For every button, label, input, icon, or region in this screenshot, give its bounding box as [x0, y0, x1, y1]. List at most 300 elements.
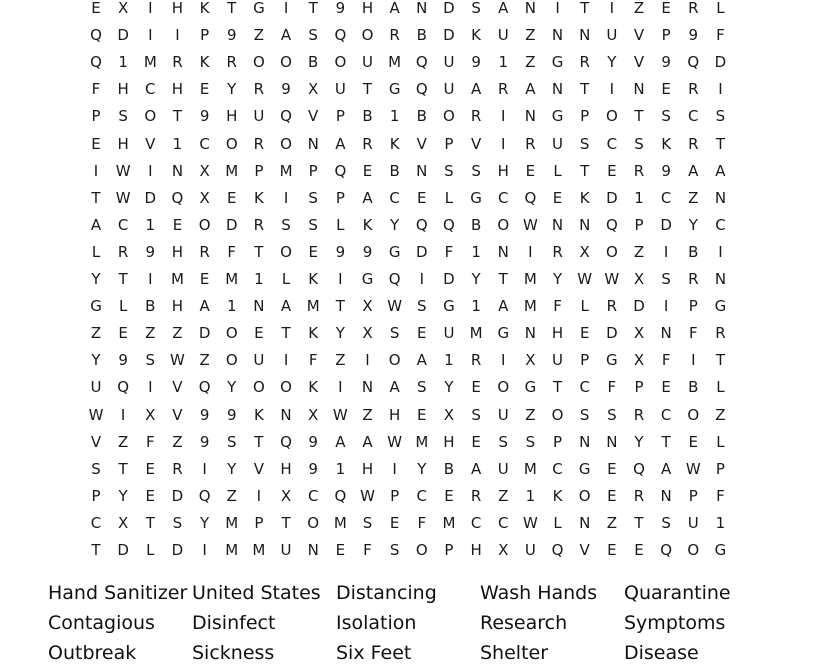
grid-letter: D — [443, 270, 455, 288]
grid-letter: I — [93, 161, 99, 180]
grid-letter: N — [660, 324, 672, 343]
grid-letter: U — [497, 459, 509, 478]
grid-letter: O — [497, 215, 510, 234]
grid-letter: T — [91, 188, 101, 207]
grid-letter: K — [579, 188, 590, 207]
grid-letter: T — [552, 378, 563, 397]
grid-letter: E — [417, 405, 427, 424]
grid-letter: N — [280, 405, 292, 424]
grid-letter: A — [688, 161, 699, 180]
grid-letter: W — [522, 215, 538, 234]
grid-letter: A — [199, 297, 210, 316]
word-list-item: Contagious — [48, 612, 155, 634]
grid-letter: Y — [227, 459, 237, 478]
grid-letter: A — [335, 134, 346, 153]
grid-letter: U — [253, 351, 265, 370]
word-list-item: Research — [480, 612, 568, 634]
grid-letter: 9 — [362, 242, 373, 261]
grid-letter: P — [444, 541, 454, 559]
grid-letter: E — [607, 459, 617, 478]
grid-letter: I — [148, 161, 153, 180]
grid-letter: S — [308, 26, 318, 45]
grid-letter: F — [227, 242, 237, 261]
grid-letter: A — [280, 26, 292, 45]
grid-letter: T — [281, 513, 291, 532]
grid-letter: R — [688, 80, 699, 99]
grid-letter: F — [553, 297, 562, 316]
grid-letter: B — [443, 459, 455, 478]
grid-letter: C — [389, 188, 400, 207]
grid-letter: I — [555, 0, 560, 17]
grid-letter: P — [688, 486, 698, 505]
grid-letter: I — [691, 351, 696, 370]
grid-letter: N — [524, 0, 536, 17]
grid-letter: Z — [172, 324, 183, 343]
grid-letter: X — [199, 188, 210, 207]
grid-letter: W — [387, 432, 403, 451]
grid-letter: P — [308, 161, 318, 180]
grid-letter: T — [580, 0, 590, 17]
grid-letter: S — [308, 188, 318, 207]
grid-letter: 1 — [145, 215, 156, 234]
grid-letter: W — [115, 161, 131, 180]
grid-letter: I — [501, 351, 506, 370]
grid-letter: F — [444, 242, 454, 261]
grid-letter: E — [607, 541, 617, 559]
grid-letter: R — [470, 107, 482, 126]
grid-letter: W — [115, 188, 131, 207]
grid-letter: 9 — [335, 0, 346, 17]
grid-letter: 1 — [498, 53, 509, 72]
grid-letter: N — [416, 0, 428, 17]
grid-letter: X — [525, 351, 536, 370]
grid-letter: L — [444, 188, 454, 207]
grid-letter: C — [688, 107, 699, 126]
grid-letter: N — [253, 297, 265, 316]
grid-letter: S — [362, 513, 373, 532]
grid-letter: U — [362, 53, 373, 72]
grid-letter: O — [551, 405, 564, 424]
grid-letter: O — [225, 134, 238, 153]
grid-letter: S — [389, 324, 400, 343]
grid-letter: I — [392, 459, 397, 478]
grid-letter: C — [715, 215, 726, 234]
grid-letter: A — [90, 215, 102, 234]
grid-letter: E — [417, 188, 427, 207]
grid-letter: K — [308, 324, 319, 343]
grid-letter: 9 — [226, 26, 237, 45]
grid-letter: M — [523, 270, 537, 288]
grid-letter: U — [280, 541, 292, 559]
grid-letter: H — [443, 432, 455, 451]
grid-letter: C — [498, 188, 509, 207]
grid-letter: M — [225, 541, 239, 559]
grid-letter: E — [607, 161, 617, 180]
grid-letter: Q — [334, 486, 347, 505]
grid-letter: A — [280, 297, 292, 316]
grid-letter: X — [633, 270, 645, 288]
grid-letter: H — [171, 80, 184, 99]
grid-letter: N — [497, 242, 509, 261]
grid-letter: X — [145, 405, 156, 424]
grid-letter: K — [199, 53, 210, 72]
grid-letter: E — [661, 378, 671, 397]
grid-letter: X — [498, 541, 509, 559]
grid-letter: T — [254, 432, 264, 451]
grid-letter: U — [497, 405, 509, 424]
grid-letter: I — [718, 242, 723, 261]
grid-letter: X — [280, 486, 292, 505]
grid-letter: T — [661, 432, 671, 451]
grid-letter: P — [335, 188, 345, 207]
grid-letter: H — [361, 459, 374, 478]
grid-letter: W — [332, 405, 348, 424]
grid-letter: Y — [118, 486, 128, 505]
grid-letter: E — [145, 459, 156, 478]
grid-letter: A — [525, 80, 536, 99]
grid-letter: G — [361, 270, 374, 288]
grid-letter: N — [579, 513, 591, 532]
grid-letter: S — [525, 432, 536, 451]
grid-letter: E — [91, 134, 101, 153]
grid-letter: B — [362, 107, 373, 126]
grid-letter: D — [443, 26, 455, 45]
grid-letter: X — [633, 351, 645, 370]
grid-letter: V — [579, 541, 590, 559]
grid-letter: Q — [415, 215, 428, 234]
grid-letter: R — [362, 134, 373, 153]
grid-letter: O — [198, 215, 211, 234]
grid-letter: Q — [90, 26, 102, 45]
grid-letter: T — [715, 351, 726, 370]
grid-letter: N — [524, 107, 536, 126]
grid-letter: W — [387, 297, 403, 316]
grid-letter: F — [607, 378, 617, 397]
grid-letter: 1 — [715, 513, 726, 532]
grid-letter: Y — [444, 378, 454, 397]
grid-letter: 1 — [118, 53, 128, 72]
grid-letter: S — [91, 459, 101, 478]
grid-letter: Y — [335, 324, 345, 343]
grid-letter: Z — [90, 324, 102, 343]
grid-letter: T — [308, 0, 318, 17]
grid-letter: M — [333, 513, 347, 532]
grid-letter: T — [715, 134, 726, 153]
grid-letter: D — [416, 242, 428, 261]
grid-letter: P — [254, 161, 264, 180]
grid-letter: C — [579, 378, 590, 397]
grid-letter: E — [145, 486, 156, 505]
grid-letter: N — [714, 188, 727, 207]
grid-letter: U — [524, 541, 536, 559]
grid-letter: A — [498, 0, 509, 17]
grid-letter: Q — [171, 188, 184, 207]
grid-letter: G — [551, 53, 564, 72]
grid-letter: O — [252, 378, 265, 397]
grid-letter: G — [388, 80, 401, 99]
grid-letter: D — [633, 297, 645, 316]
grid-letter: P — [390, 486, 400, 505]
grid-letter: T — [281, 324, 291, 343]
grid-letter: O — [252, 53, 265, 72]
grid-letter: E — [634, 541, 644, 559]
grid-letter: C — [145, 80, 156, 99]
grid-letter: Z — [172, 432, 183, 451]
grid-letter: H — [171, 297, 184, 316]
grid-letter: Y — [200, 513, 210, 532]
grid-letter: Z — [525, 405, 536, 424]
grid-letter: R — [470, 351, 482, 370]
grid-letter: G — [90, 297, 102, 316]
grid-letter: Q — [388, 270, 401, 288]
grid-letter: T — [91, 541, 101, 559]
grid-letter: Q — [198, 486, 211, 505]
grid-letter: E — [661, 0, 671, 17]
grid-letter: Z — [606, 513, 617, 532]
word-list — [0, 578, 816, 664]
grid-letter: X — [443, 405, 455, 424]
grid-letter: U — [443, 80, 455, 99]
grid-letter: X — [118, 0, 129, 17]
grid-letter: P — [91, 107, 101, 126]
grid-letter: T — [254, 242, 264, 261]
grid-letter: I — [528, 242, 533, 261]
grid-letter: Q — [687, 53, 700, 72]
grid-letter: U — [552, 134, 564, 153]
grid-letter: R — [253, 80, 265, 99]
grid-letter: R — [470, 486, 482, 505]
grid-letter: 1 — [525, 486, 536, 505]
grid-letter: U — [90, 378, 102, 397]
grid-letter: W — [577, 270, 593, 288]
word-list-item: Isolation — [336, 612, 417, 634]
grid-letter: I — [148, 378, 153, 397]
grid-letter: Z — [715, 405, 726, 424]
grid-letter: E — [552, 188, 563, 207]
grid-letter: G — [551, 107, 564, 126]
grid-letter: N — [579, 26, 591, 45]
grid-letter: S — [634, 134, 644, 153]
grid-letter: O — [144, 107, 157, 126]
grid-letter: Y — [688, 215, 698, 234]
grid-letter: G — [606, 351, 618, 370]
grid-letter: H — [226, 107, 238, 126]
grid-letter: B — [470, 215, 482, 234]
grid-letter: Q — [117, 378, 130, 397]
grid-letter: N — [714, 270, 727, 288]
grid-letter: 9 — [145, 242, 156, 261]
grid-letter: R — [253, 215, 265, 234]
grid-letter: K — [253, 188, 264, 207]
grid-letter: Q — [280, 432, 292, 451]
grid-letter: N — [579, 215, 591, 234]
grid-letter: Y — [91, 270, 101, 288]
grid-letter: N — [551, 215, 564, 234]
grid-letter: K — [362, 215, 373, 234]
grid-letter: G — [714, 541, 727, 559]
grid-letter: 9 — [661, 53, 671, 72]
grid-letter: 1 — [389, 107, 400, 126]
grid-letter: L — [281, 270, 291, 288]
grid-letter: E — [607, 486, 617, 505]
grid-letter: T — [118, 459, 128, 478]
grid-letter: 9 — [688, 26, 699, 45]
grid-letter: O — [443, 107, 455, 126]
word-list-item: Six Feet — [336, 642, 412, 664]
grid-letter: K — [253, 405, 264, 424]
grid-letter: B — [688, 242, 699, 261]
grid-letter: A — [362, 188, 373, 207]
grid-letter: M — [225, 513, 239, 532]
grid-letter: S — [498, 432, 509, 451]
grid-letter: D — [225, 215, 238, 234]
grid-letter: E — [389, 513, 400, 532]
grid-letter: D — [171, 541, 184, 559]
grid-letter: D — [198, 324, 211, 343]
grid-letter: 9 — [308, 459, 318, 478]
grid-letter: S — [715, 107, 726, 126]
word-list-item: Distancing — [336, 582, 437, 604]
grid-letter: O — [388, 351, 401, 370]
grid-letter: E — [172, 215, 183, 234]
grid-letter: Z — [253, 26, 265, 45]
grid-letter: R — [633, 161, 645, 180]
grid-letter: P — [553, 432, 563, 451]
grid-letter: A — [661, 459, 672, 478]
grid-letter: H — [470, 541, 482, 559]
grid-letter: Z — [145, 324, 156, 343]
grid-letter: I — [663, 297, 669, 316]
grid-letter: G — [714, 297, 727, 316]
grid-letter: A — [389, 378, 400, 397]
grid-letter: R — [688, 0, 699, 17]
grid-letter: O — [687, 541, 700, 559]
grid-letter: H — [117, 134, 129, 153]
grid-letter: A — [389, 0, 400, 17]
grid-letter: U — [497, 26, 509, 45]
grid-letter: V — [633, 53, 645, 72]
grid-letter: O — [605, 107, 618, 126]
grid-letter: Q — [443, 215, 455, 234]
grid-letter: T — [580, 80, 590, 99]
grid-letter: K — [471, 26, 482, 45]
grid-letter: I — [338, 270, 343, 288]
grid-letter: X — [118, 513, 129, 532]
grid-letter: R — [525, 134, 536, 153]
grid-letter: N — [416, 161, 428, 180]
grid-letter: I — [202, 541, 207, 559]
grid-letter: I — [202, 459, 207, 478]
grid-letter: E — [525, 161, 536, 180]
grid-letter: N — [551, 80, 564, 99]
grid-letter: X — [199, 161, 210, 180]
grid-letter: U — [443, 53, 455, 72]
grid-letter: M — [523, 297, 537, 316]
grid-letter: S — [308, 215, 318, 234]
grid-letter: P — [254, 513, 264, 532]
grid-letter: V — [416, 134, 427, 153]
grid-letter: W — [685, 459, 701, 478]
grid-letter: Z — [199, 351, 210, 370]
grid-letter: P — [715, 459, 725, 478]
grid-letter: E — [661, 80, 671, 99]
grid-letter: M — [225, 270, 239, 288]
grid-letter: E — [688, 432, 699, 451]
grid-letter: I — [338, 378, 343, 397]
grid-letter: O — [307, 513, 320, 532]
grid-letter: U — [334, 80, 346, 99]
grid-letter: 1 — [471, 242, 481, 261]
grid-letter: A — [362, 432, 373, 451]
grid-letter: L — [716, 0, 725, 17]
grid-letter: W — [170, 351, 185, 370]
grid-letter: Q — [334, 26, 347, 45]
grid-letter: I — [283, 0, 289, 17]
grid-letter: F — [417, 513, 427, 532]
word-list-item: Outbreak — [48, 642, 137, 664]
grid-letter: L — [118, 297, 128, 316]
grid-letter: I — [175, 26, 180, 45]
grid-letter: A — [416, 351, 427, 370]
grid-letter: U — [552, 351, 564, 370]
grid-letter: Z — [688, 188, 699, 207]
grid-letter: N — [361, 378, 374, 397]
grid-letter: Q — [334, 161, 347, 180]
grid-letter: 9 — [308, 432, 318, 451]
grid-letter: S — [661, 107, 671, 126]
grid-letter: Y — [607, 53, 617, 72]
grid-letter: 1 — [335, 459, 346, 478]
grid-letter: S — [444, 161, 454, 180]
grid-letter: Z — [525, 26, 536, 45]
grid-letter: F — [363, 541, 372, 559]
grid-letter: M — [469, 324, 483, 343]
grid-letter: Y — [227, 378, 237, 397]
grid-letter: S — [417, 378, 427, 397]
grid-letter: I — [718, 80, 723, 99]
grid-letter: C — [307, 486, 319, 505]
grid-letter: C — [660, 188, 672, 207]
grid-letter: F — [716, 486, 725, 505]
grid-letter: B — [389, 161, 400, 180]
grid-letter: U — [443, 324, 455, 343]
grid-letter: V — [470, 134, 482, 153]
grid-letter: D — [606, 188, 618, 207]
grid-letter: R — [715, 324, 726, 343]
grid-letter: Z — [633, 0, 645, 17]
grid-letter: N — [551, 26, 564, 45]
grid-letter: E — [227, 188, 237, 207]
grid-letter: 9 — [199, 107, 210, 126]
word-list-item: Quarantine — [624, 582, 731, 604]
grid-letter: O — [415, 541, 428, 559]
grid-letter: R — [579, 53, 590, 72]
grid-letter: H — [171, 242, 184, 261]
grid-letter: I — [609, 0, 615, 17]
grid-letter: I — [663, 242, 669, 261]
grid-letter: E — [335, 541, 346, 559]
grid-letter: D — [144, 188, 157, 207]
grid-letter: P — [634, 378, 644, 397]
grid-letter: R — [172, 53, 183, 72]
grid-letter: R — [688, 134, 699, 153]
grid-letter: E — [199, 270, 210, 288]
grid-letter: N — [307, 541, 319, 559]
grid-letter: S — [226, 432, 237, 451]
grid-letter: Q — [415, 80, 428, 99]
grid-letter: S — [118, 107, 128, 126]
grid-letter: 9 — [335, 242, 346, 261]
